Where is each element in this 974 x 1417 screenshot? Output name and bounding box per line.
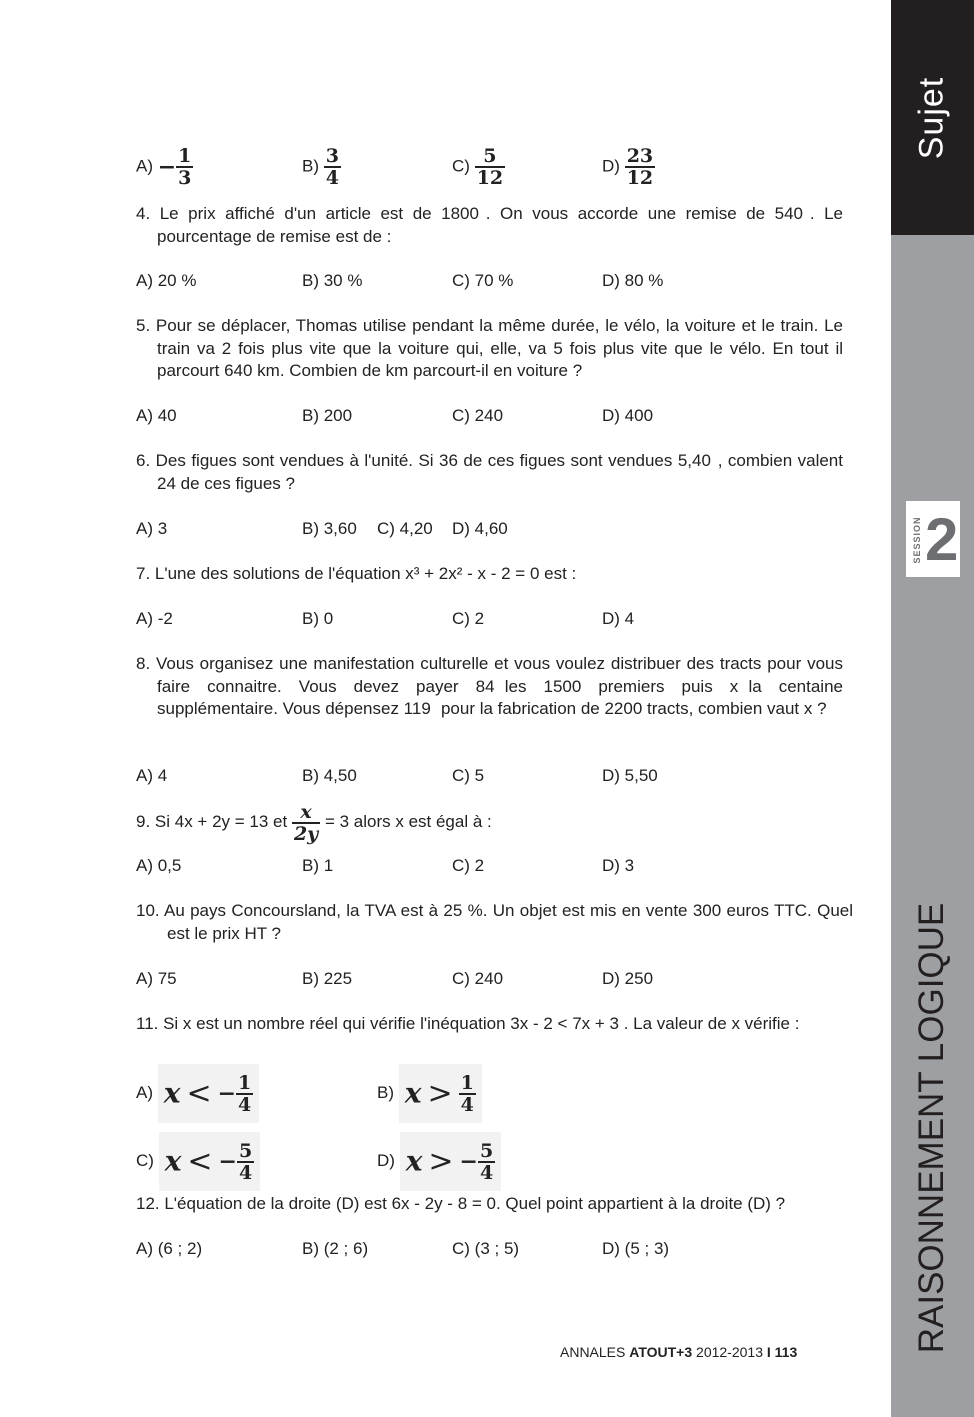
sujet-tag: Sujet — [912, 76, 951, 160]
answer-label: B) — [377, 1083, 394, 1102]
answer-option: A) 3 — [136, 519, 168, 538]
denominator: 4 — [238, 1161, 253, 1184]
numerator: 23 — [626, 145, 654, 167]
denominator: 12 — [476, 167, 504, 189]
footer-prefix: ANNALES — [560, 1344, 626, 1360]
numerator: 1 — [178, 145, 192, 167]
numerator: 5 — [479, 1139, 494, 1162]
answer-option: C) 4,20 — [377, 519, 433, 538]
question-8: 8. Vous organisez une manifestation culturelle et vous voulez distribuer des tracts pour vous faire connaitre. Vous devez payer 84 les 1500 premiers puis x la centaine supplémentaire. Vous dépensez 119 pour la fabrication de 2200 tracts, combien vaut x ? — [136, 654, 843, 718]
minus-sign: − — [459, 1148, 478, 1175]
denominator: 3 — [178, 167, 192, 189]
variable: x — [404, 1076, 422, 1110]
question-6: 6. Des figues sont vendues à l'unité. Si 36 de ces figues sont vendues 5,40 , combien valent 24 de ces figues ? — [136, 451, 843, 493]
fraction — [478, 1141, 495, 1183]
inequality — [400, 1132, 502, 1191]
session-number: 2 — [925, 506, 959, 573]
answer-option: A) -2 — [136, 609, 173, 628]
answer-option: D) 4 — [602, 609, 635, 628]
question-4: 4. Le prix affiché d'un article est de 1800 . On vous accorde une remise de 540 . Le pourcentage de remise est de : — [136, 204, 843, 246]
answer-option: A) 40 — [136, 406, 177, 425]
answer-option: B) 1 — [302, 856, 334, 875]
answer-option: A) 20 % — [136, 271, 197, 290]
answer-option: B) 200 — [302, 406, 353, 425]
denominator: 4 — [479, 1161, 494, 1184]
answer-option: C) 240 — [452, 969, 504, 988]
answer-label: A) — [136, 1083, 153, 1102]
answer-option: B) 4,50 — [302, 766, 357, 785]
inequality-answer-c — [136, 1132, 260, 1191]
answer-option: B) 225 — [302, 969, 353, 988]
question-9 — [136, 800, 492, 844]
answer-option: A) 0,5 — [136, 856, 182, 875]
inequality — [399, 1064, 482, 1123]
fraction — [176, 146, 193, 188]
fraction — [459, 1073, 476, 1115]
answer-option: A) (6 ; 2) — [136, 1239, 203, 1258]
answer-option: C) 2 — [452, 609, 485, 628]
footer-separator: I — [766, 1344, 771, 1360]
minus-sign: − — [218, 1148, 237, 1175]
question-12: 12. L'équation de la droite (D) est 6x - 2y - 8 = 0. Quel point appartient à la droite (D) ? — [136, 1194, 786, 1213]
answer-option: A) 4 — [136, 766, 168, 785]
inequality-answer-d — [377, 1132, 501, 1191]
answer-option: C) 2 — [452, 856, 485, 875]
subject-title: RAISONNEMENT LOGIQUE — [912, 902, 951, 1354]
fraction — [237, 1141, 254, 1183]
relation: > — [428, 1143, 454, 1179]
answer-option: D) 5,50 — [602, 766, 658, 785]
relation: < — [187, 1143, 213, 1179]
numerator: 3 — [325, 145, 339, 167]
q3-answer-b — [302, 146, 341, 188]
question-5: 5. Pour se déplacer, Thomas utilise pendant la même durée, le vélo, la voiture et le train. Le train va 2 fois plus vite que la voiture qui, elle, va 5 fois plus vite que le vélo. En tout il parcourt 640 km. Combien de km parcourt-il en voiture ? — [136, 316, 843, 380]
answer-label: D) — [602, 156, 620, 176]
inequality-answer-a — [136, 1064, 259, 1123]
numerator: 1 — [238, 1071, 252, 1094]
minus-sign: − — [157, 154, 177, 180]
answer-option: D) 3 — [602, 856, 635, 875]
question-text: = 3 alors x est égal à : — [324, 812, 492, 831]
variable: x — [164, 1144, 182, 1178]
question-text: 9. Si 4x + 2y = 13 et — [136, 812, 288, 831]
answer-label: B) — [302, 156, 319, 176]
fraction — [236, 1073, 253, 1115]
answer-option: C) 5 — [452, 766, 485, 785]
footer-years: 2012-2013 — [696, 1344, 763, 1360]
page-footer — [560, 1344, 797, 1360]
numerator: 5 — [238, 1139, 253, 1162]
inequality — [158, 1064, 260, 1123]
answer-label: A) — [136, 156, 153, 176]
numerator: 5 — [475, 146, 505, 168]
answer-option: D) 400 — [602, 406, 654, 425]
q3-answer-c — [452, 146, 505, 188]
answer-option: B) 3,60 — [302, 519, 357, 538]
footer-brand: ATOUT+3 — [629, 1344, 693, 1360]
answer-option: B) 0 — [302, 609, 334, 628]
q3-answer-a — [136, 146, 193, 188]
answer-label: C) — [452, 156, 470, 176]
inequality — [159, 1132, 261, 1191]
inequality-answer-b — [377, 1064, 482, 1123]
relation: > — [427, 1075, 453, 1111]
relation: < — [186, 1075, 212, 1111]
answer-option: D) 4,60 — [452, 519, 508, 538]
answer-option: B) 30 % — [302, 271, 363, 290]
answer-label: D) — [377, 1151, 395, 1170]
denominator: 4 — [238, 1093, 252, 1116]
denominator: 4 — [460, 1093, 474, 1116]
answer-option: D) 80 % — [602, 271, 664, 290]
answer-label: C) — [136, 1151, 154, 1170]
fraction — [324, 146, 341, 188]
question-11: 11. Si x est un nombre réel qui vérifie l'inéquation 3x - 2 < 7x + 3 . La valeur de x vérifie : — [136, 1014, 800, 1033]
denominator: 4 — [325, 167, 339, 189]
numerator: x — [292, 802, 320, 824]
answer-option: D) 250 — [602, 969, 654, 988]
answer-option: C) 240 — [452, 406, 504, 425]
denominator: 2y — [293, 822, 319, 845]
minus-sign: − — [217, 1080, 237, 1107]
page-number: 113 — [774, 1344, 798, 1360]
q3-answer-d — [602, 146, 655, 188]
answer-option: D) (5 ; 3) — [602, 1239, 670, 1258]
variable: x — [405, 1144, 423, 1178]
fraction — [475, 146, 505, 188]
question-10: 10. Au pays Concoursland, la TVA est à 25 %. Un objet est mis en vente 300 euros TTC. Quel est le prix HT ? — [136, 901, 853, 943]
variable: x — [163, 1076, 181, 1110]
answer-option: B) (2 ; 6) — [302, 1239, 369, 1258]
answer-option: C) 70 % — [452, 271, 514, 290]
answer-option: C) (3 ; 5) — [452, 1239, 520, 1258]
question-7: 7. L'une des solutions de l'équation x³ + 2x² - x - 2 = 0 est : — [136, 564, 577, 583]
numerator: 1 — [460, 1071, 474, 1094]
answer-option: A) 75 — [136, 969, 177, 988]
fraction — [292, 802, 320, 844]
session-label: SESSION — [912, 516, 922, 564]
denominator: 12 — [626, 167, 654, 189]
fraction — [625, 146, 655, 188]
